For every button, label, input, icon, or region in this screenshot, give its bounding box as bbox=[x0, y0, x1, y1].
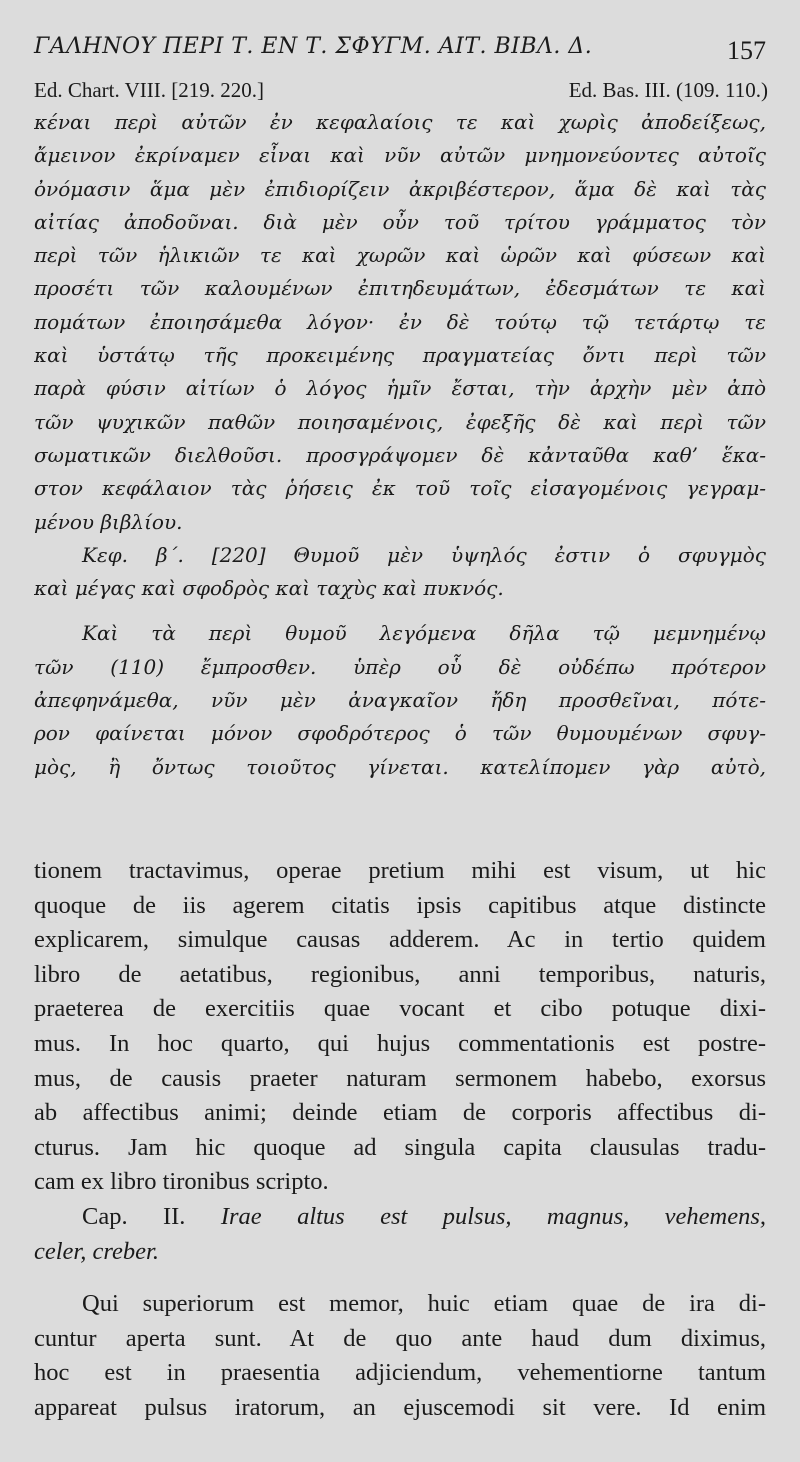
text-line: quoque de iis agerem citatis ipsis capitibus atque distincte bbox=[34, 891, 766, 919]
text-line: κέναι περὶ αὐτῶν ἐν κεφαλαίοις τε καὶ χωρὶς ἀποδείξεως, bbox=[34, 110, 766, 134]
text-line: libro de aetatibus, regionibus, anni temporibus, naturis, bbox=[34, 960, 766, 988]
page-number: 157 bbox=[727, 36, 766, 65]
text-line: αἰτίας ἀποδοῦναι. διὰ μὲν οὖν τοῦ τρίτου γράμματος τὸν bbox=[34, 209, 766, 234]
text-line: πομάτων ἐποιησάμεθα λόγον· ἐν δὲ τούτῳ τῷ τετάρτῳ τε bbox=[34, 309, 766, 334]
text-line: προσέτι τῶν καλουμένων ἐπιτηδευμάτων, ἐδεσμάτων τε καὶ bbox=[34, 276, 766, 301]
text-line: tionem tractavimus, operae pretium mihi est visum, ut hic bbox=[34, 857, 766, 884]
text-line: mus, de causis praeter naturam sermonem habebo, exorsus bbox=[34, 1064, 766, 1092]
text-line: hoc est in praesentia adjiciendum, vehementiorne tantum bbox=[34, 1359, 766, 1387]
text-line: παρὰ φύσιν αἰτίων ὁ λόγος ἡμῖν ἔσται, τὴν ἀρχὴν μὲν ἀπὸ bbox=[34, 376, 766, 401]
text-line: cturus. Jam hic quoque ad singula capita clausulas tradu- bbox=[34, 1133, 766, 1161]
text-line: καὶ ὑστάτῳ τῆς προκειμένης πραγματείας ὄντι περὶ τῶν bbox=[34, 343, 766, 368]
text-line: μὸς, ἢ ὄντως τοιοῦτος γίνεται. κατελίπομεν γὰρ αὐτὸ, bbox=[34, 754, 766, 779]
text-line: σωματικῶν διελθοῦσι. προσγράψομεν δὲ κἀνταῦθα καθ’ ἕκα- bbox=[34, 442, 766, 467]
running-head bbox=[34, 34, 774, 74]
greek-chapter-heading bbox=[34, 539, 766, 606]
text-line: ρον φαίνεται μόνον σφοδρότερος ὁ τῶν θυμουμένων σφυγ- bbox=[34, 721, 766, 746]
text-line: explicarem, simulque causas adderem. Ac in tertio quidem bbox=[34, 926, 766, 954]
text-line: τῶν (110) ἔμπροσθεν. ὑπὲρ οὗ δὲ οὐδέπω πρότερον bbox=[34, 654, 766, 679]
greek-paragraph-1 bbox=[34, 106, 766, 539]
greek-paragraph-3 bbox=[34, 617, 766, 783]
text-line: Κεφ. β΄. [220] Θυμοῦ μὲν ὑψηλός ἐστιν ὁ σφυγμὸς bbox=[82, 542, 766, 567]
chapter-label: Cap. II. bbox=[82, 1202, 186, 1230]
latin-text bbox=[34, 854, 766, 1426]
text-line: καὶ μέγας καὶ σφοδρὸς καὶ ταχὺς καὶ πυκνός. bbox=[34, 576, 504, 601]
chapter-summary: Irae altus est pulsus, magnus, vehemens, bbox=[220, 1202, 766, 1230]
text-line: mus. In hoc quarto, qui hujus commentationis est postre- bbox=[34, 1029, 766, 1057]
text-line: περὶ τῶν ἡλικιῶν τε καὶ χωρῶν καὶ ὡρῶν καὶ φύσεων καὶ bbox=[34, 243, 766, 268]
text-line: ὀνόμασιν ἅμα μὲν ἐπιδιορίζειν ἀκριβέστερον, ἅμα δὲ καὶ τὰς bbox=[34, 176, 766, 201]
latin-chapter-heading bbox=[34, 1200, 766, 1269]
text-line: μένου βιβλίου. bbox=[34, 509, 183, 534]
text-line: ἄμεινον ἐκρίναμεν εἶναι καὶ νῦν αὐτῶν μνημονεύοντες αὐτοῖς bbox=[34, 143, 766, 168]
text-line: cuntur aperta sunt. At de quo ante haud dum diximus, bbox=[34, 1324, 766, 1352]
text-line: Qui superiorum est memor, huic etiam quae de ira di- bbox=[82, 1290, 766, 1318]
text-line bbox=[34, 1200, 766, 1235]
greek-text bbox=[34, 106, 766, 784]
edition-basel: Ed. Bas. III. (109. 110.) bbox=[568, 78, 768, 102]
text-line: στον κεφάλαιον τὰς ῥήσεις ἐκ τοῦ τοῖς εἰσαγομένοις γεγραμ- bbox=[34, 476, 766, 501]
text-line: Καὶ τὰ περὶ θυμοῦ λεγόμενα δῆλα τῷ μεμνημένῳ bbox=[82, 621, 766, 646]
latin-paragraph-1 bbox=[34, 854, 766, 1200]
text-line: praeterea de exercitiis quae vocant et cibo potuque dixi- bbox=[34, 995, 766, 1023]
text-line: ἀπεφηνάμεθα, νῦν μὲν ἀναγκαῖον ἤδη προσθεῖναι, πότε- bbox=[34, 688, 766, 713]
edition-chartier: Ed. Chart. VIII. [219. 220.] bbox=[34, 78, 264, 102]
running-title: ΓΑΛΗΝΟΥ ΠΕΡΙ Τ. ΕΝ Τ. ΣΦΥΓΜ. ΑΙΤ. ΒΙΒΛ. Δ. bbox=[34, 34, 593, 59]
text-line: cam ex libro tironibus scripto. bbox=[34, 1168, 329, 1196]
text-line: ab affectibus animi; deinde etiam de corporis affectibus di- bbox=[34, 1099, 766, 1127]
latin-paragraph-3 bbox=[34, 1287, 766, 1425]
edition-line bbox=[34, 78, 768, 106]
text-line: τῶν ψυχικῶν παθῶν ποιησαμένοις, ἐφεξῆς δὲ καὶ περὶ τῶν bbox=[34, 409, 766, 434]
text-line: appareat pulsus iratorum, an ejuscemodi sit vere. Id enim bbox=[34, 1393, 766, 1421]
text-line: celer, creber. bbox=[34, 1237, 159, 1265]
